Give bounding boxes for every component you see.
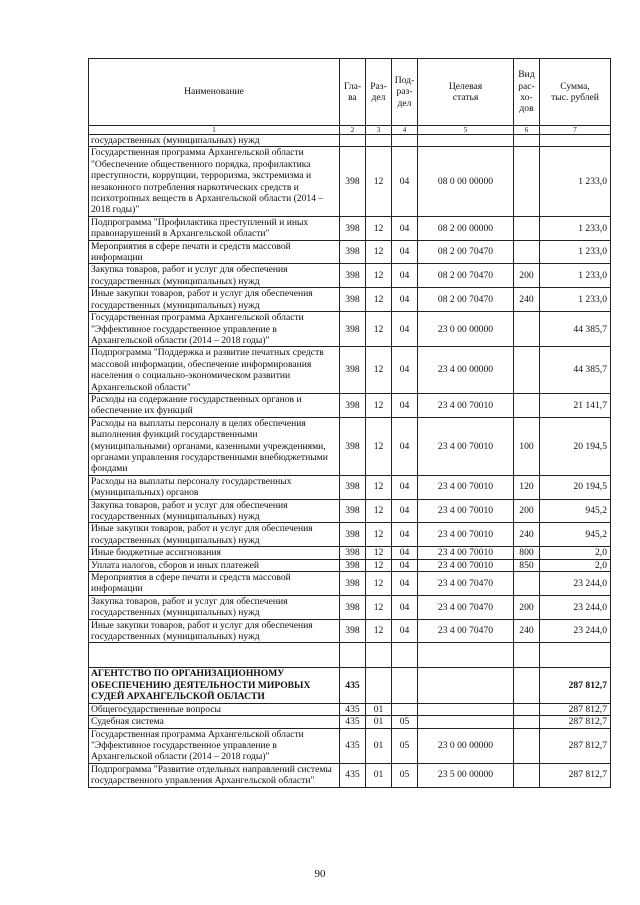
cell-podrazdel: 04	[392, 499, 418, 523]
budget-table-sheet	[88, 58, 607, 788]
cell-summa: 23 244,0	[540, 572, 611, 596]
cell-glava: 398	[340, 288, 366, 312]
cell-glava: 398	[340, 417, 366, 475]
cell-statya: 23 4 00 70470	[418, 595, 514, 619]
cell-name: Судебная система	[89, 716, 340, 728]
column-number-row	[89, 126, 611, 135]
cell-razdel: 12	[366, 595, 392, 619]
cell-summa: 23 244,0	[540, 619, 611, 643]
cell-razdel: 12	[366, 264, 392, 288]
cell-name: Закупка товаров, работ и услуг для обеспечения государственных (муниципальных) нужд	[89, 595, 340, 619]
cell-vid: 200	[514, 595, 540, 619]
cell-razdel: 12	[366, 523, 392, 547]
cell-glava: 398	[340, 572, 366, 596]
table-row	[89, 147, 611, 216]
table-row	[89, 499, 611, 523]
cell-summa: 287 812,7	[540, 728, 611, 763]
cell-name: Уплата налогов, сборов и иных платежей	[89, 559, 340, 571]
cell-podrazdel: 04	[392, 417, 418, 475]
cell-summa: 21 141,7	[540, 393, 611, 417]
cell-summa: 23 244,0	[540, 595, 611, 619]
cell-summa: 287 812,7	[540, 763, 611, 787]
cell-name: Мероприятия в сфере печати и средств массовой информации	[89, 240, 340, 264]
table-row	[89, 288, 611, 312]
cell-glava: 398	[340, 240, 366, 264]
cell-razdel: 12	[366, 619, 392, 643]
cell-name: Иные закупки товаров, работ и услуг для обеспечения государственных (муниципальных) нужд	[89, 288, 340, 312]
cell-glava: 435	[340, 716, 366, 728]
cell-name: Закупка товаров, работ и услуг для обеспечения государственных (муниципальных) нужд	[89, 264, 340, 288]
table-row	[89, 216, 611, 240]
cell-podrazdel: 04	[392, 216, 418, 240]
cell-glava: 398	[340, 559, 366, 571]
table-row	[89, 240, 611, 264]
cell-razdel: 01	[366, 703, 392, 715]
cell-statya: 23 4 00 70470	[418, 619, 514, 643]
cell-vid	[514, 763, 540, 787]
table-row	[89, 393, 611, 417]
cell-summa: 1 233,0	[540, 240, 611, 264]
cell-podrazdel: 05	[392, 716, 418, 728]
table-row	[89, 572, 611, 596]
cell-statya: 08 2 00 70470	[418, 240, 514, 264]
cell-podrazdel: 04	[392, 595, 418, 619]
cell-vid	[514, 703, 540, 715]
cell-vid: 100	[514, 417, 540, 475]
table-row	[89, 523, 611, 547]
cell-glava: 398	[340, 499, 366, 523]
cell-vid	[514, 716, 540, 728]
cell-statya: 23 4 00 70470	[418, 572, 514, 596]
cell-statya: 08 2 00 70470	[418, 288, 514, 312]
cell-glava: 398	[340, 523, 366, 547]
cell-statya: 08 0 00 00000	[418, 147, 514, 216]
cell-statya: 23 0 00 00000	[418, 312, 514, 347]
cell-glava: 398	[340, 619, 366, 643]
cell-glava: 398	[340, 264, 366, 288]
cell-name: Мероприятия в сфере печати и средств массовой информации	[89, 572, 340, 596]
cell-podrazdel: 04	[392, 559, 418, 571]
table-row	[89, 595, 611, 619]
cell-vid: 800	[514, 547, 540, 559]
cell-podrazdel: 04	[392, 393, 418, 417]
empty-cell	[340, 643, 366, 668]
cell-razdel: 12	[366, 347, 392, 394]
column-number: 4	[392, 126, 418, 135]
table-body	[89, 135, 611, 788]
cell-razdel: 12	[366, 240, 392, 264]
cell-vid	[514, 312, 540, 347]
cell-razdel	[366, 668, 392, 703]
cell-statya: 23 4 00 70010	[418, 475, 514, 499]
empty-cell	[366, 643, 392, 668]
cell-razdel	[366, 135, 392, 147]
cell-vid: 240	[514, 288, 540, 312]
cell-vid	[514, 668, 540, 703]
cell-name: Иные бюджетные ассигнования	[89, 547, 340, 559]
cell-name: Расходы на выплаты персоналу в целях обеспечения выполнения функций государственными (муниципальными) органами, казенными учреждениями, органами управления государственными внебюджетными фондами	[89, 417, 340, 475]
header-razdel: Раз- дел	[366, 59, 392, 126]
cell-podrazdel: 04	[392, 547, 418, 559]
cell-podrazdel: 04	[392, 312, 418, 347]
cell-vid	[514, 728, 540, 763]
cell-podrazdel	[392, 703, 418, 715]
cell-razdel: 12	[366, 312, 392, 347]
cell-name: Государственная программа Архангельской области "Эффективное государственное управление в Архангельской области (2014 – 2018 годы)"	[89, 312, 340, 347]
table-row	[89, 547, 611, 559]
cell-name: Расходы на содержание государственных органов и обеспечение их функций	[89, 393, 340, 417]
cell-razdel: 12	[366, 559, 392, 571]
cell-statya: 08 2 00 70470	[418, 264, 514, 288]
cell-summa: 44 385,7	[540, 312, 611, 347]
header-statya: Целевая статья	[418, 59, 514, 126]
cell-vid	[514, 135, 540, 147]
cell-glava: 398	[340, 475, 366, 499]
cell-name: государственных (муниципальных) нужд	[89, 135, 340, 147]
table-row	[89, 312, 611, 347]
cell-statya: 23 4 00 70010	[418, 393, 514, 417]
cell-summa: 20 194,5	[540, 475, 611, 499]
column-number: 6	[514, 126, 540, 135]
cell-name: Закупка товаров, работ и услуг для обеспечения государственных (муниципальных) нужд	[89, 499, 340, 523]
cell-razdel: 12	[366, 475, 392, 499]
column-number: 5	[418, 126, 514, 135]
cell-podrazdel	[392, 668, 418, 703]
cell-glava: 435	[340, 703, 366, 715]
cell-glava: 398	[340, 347, 366, 394]
table-row	[89, 264, 611, 288]
empty-cell	[418, 643, 514, 668]
cell-razdel: 12	[366, 417, 392, 475]
cell-statya: 08 2 00 00000	[418, 216, 514, 240]
cell-razdel: 12	[366, 216, 392, 240]
cell-vid	[514, 393, 540, 417]
table-row	[89, 763, 611, 787]
cell-glava: 398	[340, 147, 366, 216]
cell-summa: 945,2	[540, 499, 611, 523]
cell-name: Подпрограмма "Поддержка и развитие печатных средств массовой информации, обеспечение информирования населения о социально-экономическом развитии Архангельской области"	[89, 347, 340, 394]
cell-glava: 435	[340, 763, 366, 787]
cell-podrazdel: 04	[392, 347, 418, 394]
cell-statya	[418, 703, 514, 715]
page-number: 90	[314, 868, 326, 880]
cell-podrazdel: 04	[392, 475, 418, 499]
cell-razdel: 12	[366, 572, 392, 596]
cell-summa: 20 194,5	[540, 417, 611, 475]
cell-summa	[540, 135, 611, 147]
cell-podrazdel	[392, 135, 418, 147]
cell-name: Подпрограмма "Развитие отдельных направлений системы государственного управления Архангельской области"	[89, 763, 340, 787]
empty-cell	[540, 643, 611, 668]
cell-name: Общегосударственные вопросы	[89, 703, 340, 715]
column-number: 7	[540, 126, 611, 135]
cell-name: Подпрограмма "Профилактика преступлений и иных правонарушений в Архангельской области"	[89, 216, 340, 240]
cell-podrazdel: 04	[392, 240, 418, 264]
header-glava: Гла- ва	[340, 59, 366, 126]
cell-vid: 240	[514, 523, 540, 547]
cell-statya: 23 4 00 70010	[418, 523, 514, 547]
cell-name: Государственная программа Архангельской области "Эффективное государственное управление в Архангельской области (2014 – 2018 годы)"	[89, 728, 340, 763]
cell-glava: 398	[340, 216, 366, 240]
cell-glava: 398	[340, 547, 366, 559]
cell-podrazdel: 05	[392, 763, 418, 787]
cell-glava	[340, 135, 366, 147]
cell-vid	[514, 347, 540, 394]
table-row	[89, 417, 611, 475]
cell-razdel: 12	[366, 147, 392, 216]
table-row	[89, 619, 611, 643]
table-row	[89, 559, 611, 571]
cell-name: Иные закупки товаров, работ и услуг для обеспечения государственных (муниципальных) нужд	[89, 619, 340, 643]
cell-statya	[418, 668, 514, 703]
header-vid: Вид рас- хо- дов	[514, 59, 540, 126]
cell-summa: 2,0	[540, 559, 611, 571]
column-number: 3	[366, 126, 392, 135]
cell-summa: 287 812,7	[540, 716, 611, 728]
cell-razdel: 12	[366, 288, 392, 312]
cell-vid: 120	[514, 475, 540, 499]
cell-podrazdel: 04	[392, 288, 418, 312]
cell-name: Иные закупки товаров, работ и услуг для обеспечения государственных (муниципальных) нужд	[89, 523, 340, 547]
table-row	[89, 347, 611, 394]
cell-summa: 44 385,7	[540, 347, 611, 394]
budget-table	[88, 58, 611, 788]
cell-name: АГЕНТСТВО ПО ОРГАНИЗАЦИОННОМУ ОБЕСПЕЧЕНИЮ ДЕЯТЕЛЬНОСТИ МИРОВЫХ СУДЕЙ АРХАНГЕЛЬСКОЙ ОБЛАСТИ	[89, 668, 340, 703]
cell-razdel: 12	[366, 393, 392, 417]
cell-glava: 398	[340, 393, 366, 417]
cell-summa: 287 812,7	[540, 668, 611, 703]
cell-statya	[418, 135, 514, 147]
cell-summa: 945,2	[540, 523, 611, 547]
cell-podrazdel: 04	[392, 147, 418, 216]
table-row	[89, 475, 611, 499]
header-row	[89, 59, 611, 126]
spacer-row	[89, 643, 611, 668]
cell-razdel: 01	[366, 763, 392, 787]
cell-vid	[514, 147, 540, 216]
table-row	[89, 728, 611, 763]
cell-summa: 1 233,0	[540, 147, 611, 216]
column-number: 1	[89, 126, 340, 135]
header-name: Наименование	[89, 59, 340, 126]
cell-podrazdel: 04	[392, 523, 418, 547]
cell-podrazdel: 05	[392, 728, 418, 763]
cell-vid	[514, 572, 540, 596]
cell-statya: 23 4 00 70010	[418, 547, 514, 559]
table-row	[89, 703, 611, 715]
empty-cell	[89, 643, 340, 668]
cell-vid	[514, 240, 540, 264]
cell-statya: 23 4 00 70010	[418, 559, 514, 571]
table-row	[89, 716, 611, 728]
cell-summa: 1 233,0	[540, 264, 611, 288]
empty-cell	[392, 643, 418, 668]
column-number: 2	[340, 126, 366, 135]
header-summa: Сумма, тыс. рублей	[540, 59, 611, 126]
cell-glava: 398	[340, 312, 366, 347]
cell-statya	[418, 716, 514, 728]
header-podrazdel: Под- раз- дел	[392, 59, 418, 126]
cell-podrazdel: 04	[392, 619, 418, 643]
cell-glava: 435	[340, 668, 366, 703]
cell-vid: 850	[514, 559, 540, 571]
cell-vid: 200	[514, 499, 540, 523]
table-row	[89, 668, 611, 703]
cell-glava: 398	[340, 595, 366, 619]
cell-vid: 240	[514, 619, 540, 643]
cell-summa: 2,0	[540, 547, 611, 559]
cell-summa: 1 233,0	[540, 288, 611, 312]
cell-vid	[514, 216, 540, 240]
cell-statya: 23 4 00 00000	[418, 347, 514, 394]
cell-vid: 200	[514, 264, 540, 288]
empty-cell	[514, 643, 540, 668]
cell-statya: 23 4 00 70010	[418, 417, 514, 475]
cell-statya: 23 4 00 70010	[418, 499, 514, 523]
cell-summa: 1 233,0	[540, 216, 611, 240]
cell-statya: 23 0 00 00000	[418, 728, 514, 763]
cell-podrazdel: 04	[392, 572, 418, 596]
cell-razdel: 01	[366, 716, 392, 728]
cell-name: Государственная программа Архангельской области "Обеспечение общественного порядка, профилактика преступности, коррупции, терроризма, экстремизма и незаконного потребления наркотических средств и психотропных веществ в Архангельской области (2014 – 2018 годы)"	[89, 147, 340, 216]
cell-razdel: 01	[366, 728, 392, 763]
cell-glava: 435	[340, 728, 366, 763]
cell-razdel: 12	[366, 499, 392, 523]
cell-name: Расходы на выплаты персоналу государственных (муниципальных) органов	[89, 475, 340, 499]
table-row	[89, 135, 611, 147]
cell-podrazdel: 04	[392, 264, 418, 288]
cell-statya: 23 5 00 00000	[418, 763, 514, 787]
cell-summa: 287 812,7	[540, 703, 611, 715]
cell-razdel: 12	[366, 547, 392, 559]
